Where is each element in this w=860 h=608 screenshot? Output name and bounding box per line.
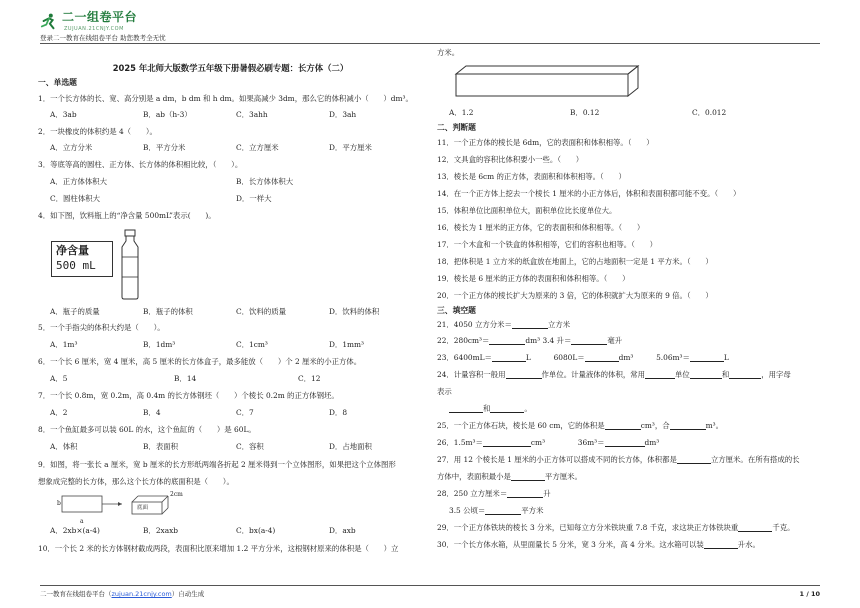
question-8: 8．一个鱼缸最多可以装 60L 的水，这个鱼缸的（ ）是 60L。 [38, 425, 256, 434]
steel-bar-figure [452, 62, 642, 100]
q28-text-b: 升 [543, 489, 551, 498]
q8-option-d: D．占地面积 [329, 442, 372, 451]
q24-text-f: 表示 [437, 387, 452, 396]
q24-text-d: 和 [721, 370, 730, 379]
q23-text-c: 6080L＝ [553, 353, 585, 362]
fig-label-a: a [80, 518, 84, 525]
q26-blank-2[interactable] [605, 439, 645, 447]
q2-option-b: B．平方分米 [143, 143, 186, 152]
question-22 [437, 336, 622, 345]
q3-option-a: A．正方体体积大 [50, 177, 108, 186]
q7-option-a: A．2 [50, 408, 68, 417]
section-single-choice: 一、单选题 [38, 78, 77, 87]
q4-option-a: A．瓶子的质量 [50, 307, 100, 316]
question-27-line2 [437, 472, 582, 481]
q2-option-d: D．平方厘米 [329, 143, 372, 152]
q22-text-c: 毫升 [607, 336, 623, 345]
q24-blank-6[interactable] [490, 405, 524, 413]
q6-option-a: A．5 [50, 374, 68, 383]
q23-text-a: 23．6400mL＝ [437, 353, 492, 362]
question-27-line1 [437, 455, 800, 464]
question-23 [437, 353, 729, 362]
q24-blank-1[interactable] [506, 371, 542, 379]
question-3: 3．等底等高的圆柱、正方体、长方体的体积相比较，（ ）。 [38, 160, 243, 169]
fig-label-bottom: 底面 [137, 505, 149, 511]
question-9-line1: 9．如图，将一张长 a 厘米，宽 b 厘米的长方形纸两端各折起 2 厘米得到一个立体图形，如果把这个立体图形 [38, 460, 396, 469]
question-14: 14．在一个正方体上挖去一个棱长 1 厘米的小正方体后，体积和表面积都可能不变。（ ） [437, 189, 741, 198]
q28-text-a: 28．250 立方厘米＝ [437, 489, 508, 498]
q24-blank-4[interactable] [729, 371, 761, 379]
q7-option-b: B．4 [143, 408, 161, 417]
q27-text-d: 平方厘米。 [544, 472, 582, 481]
q10-option-a: A．1.2 [449, 108, 474, 117]
question-9-line2: 想象成完整的长方体，那么这个长方体的底面积是（ ）。 [38, 477, 234, 486]
question-19: 19．棱长是 6 厘米的正方体的表面积和体积相等。（ ） [437, 274, 630, 283]
q26-text-a: 26．1.5m³＝ [437, 438, 483, 447]
q9-option-d: D．axb [329, 526, 356, 535]
section-fill: 三、填空题 [437, 306, 476, 315]
question-26 [437, 438, 659, 447]
q2-option-c: C．立方厘米 [236, 143, 279, 152]
runner-logo-icon [40, 12, 58, 30]
q9-option-b: B．2xaxb [143, 526, 178, 535]
q8-option-a: A．体积 [50, 442, 78, 451]
question-12: 12．文具盒的容积比体积要小一些。（ ） [437, 155, 584, 164]
question-1: 1．一个长方体的长、宽、高分别是 a dm，b dm 和 h dm。如果高减少 3dm，那么它的体积减小（ ）dm³。 [38, 94, 413, 103]
page-title: 2025 年北师大版数学五年级下册暑假必刷专题：长方体（二） [112, 63, 349, 73]
q28-blank-1[interactable] [507, 490, 543, 498]
q30-text-b: 升水。 [737, 540, 760, 549]
question-7: 7．一个长 0.8m，宽 0.2m，高 0.4m 的长方体钢坯（ ）个棱长 0.2m 的正方体钢坯。 [38, 391, 339, 400]
header-tagline: 登录二一教育在线组卷平台 助您教考全无忧 [40, 34, 166, 42]
q28-text-c: 3.5 公顷＝ [449, 506, 486, 515]
q23-blank-1[interactable] [492, 354, 526, 362]
bottle-label-box [51, 241, 113, 277]
q8-option-c: C．容积 [236, 442, 264, 451]
q26-blank-1[interactable] [483, 439, 531, 447]
question-28-line2 [449, 506, 543, 515]
q3-option-b: B．长方体体积大 [236, 177, 294, 186]
q5-option-b: B．1dm³ [143, 340, 176, 349]
q22-blank-2[interactable] [571, 337, 607, 345]
section-judge: 二、判断题 [437, 123, 476, 132]
q23-blank-2[interactable] [585, 354, 619, 362]
q24-text-h: 。 [524, 404, 532, 413]
fig-label-height: 2cm [170, 491, 183, 498]
q26-text-c: 36m³＝ [577, 438, 605, 447]
q24-text-b: 作单位。计量液体的体积，常用 [541, 370, 646, 379]
q21-blank[interactable] [512, 321, 548, 329]
q29-blank[interactable] [738, 524, 772, 532]
q23-blank-3[interactable] [690, 354, 724, 362]
q24-text-a: 24．计量容积一般用 [437, 370, 506, 379]
question-17: 17．一个木盒和一个铁盒的体积相等，它们的容积也相等。（ ） [437, 240, 658, 249]
q8-option-b: B．表面积 [143, 442, 178, 451]
q21-text: 21．4050 立方分米＝ [437, 320, 512, 329]
question-28-line1 [437, 489, 551, 498]
q1-option-b: B．ab（h-3） [143, 110, 192, 119]
question-20: 20．一个正方体的棱长扩大为原来的 3 倍，它的体积就扩大为原来的 9 倍。（ ） [437, 291, 713, 300]
fig-label-b: b [57, 500, 61, 507]
q28-text-d: 平方米 [521, 506, 544, 515]
q25-blank-2[interactable] [670, 422, 706, 430]
q4-option-b: B．瓶子的体积 [143, 307, 193, 316]
logo-text: 二一组卷平台 [62, 10, 138, 24]
q9-option-c: C．bx(a-4) [236, 526, 276, 535]
page-number: 1 / 10 [799, 590, 820, 598]
question-4: 4．如下图，饮料瓶上的“净含量 500mL”表示( )。 [38, 211, 216, 220]
question-10-continued: 方米。 [437, 48, 460, 57]
q7-option-d: D．8 [329, 408, 348, 417]
bottle-label-line1: 净含量 [56, 244, 89, 257]
q10-option-b: B．0.12 [570, 108, 600, 117]
q22-text-b: dm³ 3.4 升＝ [525, 336, 572, 345]
logo-subtext: ZUJUAN.21CNJY.COM [64, 26, 124, 32]
q5-option-c: C．1cm³ [236, 340, 268, 349]
q27-text-a: 27．用 12 个棱长是 1 厘米的小正方体可以搭成不同的长方体，体积都是 [437, 455, 677, 464]
question-24 [437, 370, 791, 379]
footer-source [40, 590, 204, 598]
q7-option-c: C．7 [236, 408, 254, 417]
q6-option-b: B．14 [174, 374, 197, 383]
site-logo [40, 8, 180, 34]
question-15: 15．体积单位比面积单位大，面积单位比长度单位大。 [437, 206, 617, 215]
q24-blank-3[interactable] [690, 371, 722, 379]
question-24-line3 [449, 404, 532, 413]
q25-text-a: 25．一个正方体石块，棱长是 60 cm，它的体积是 [437, 421, 605, 430]
bottle-label-line2: 500 mL [56, 259, 96, 272]
q10-option-c: C．0.012 [692, 108, 727, 117]
question-25 [437, 421, 723, 430]
folded-paper-figure [56, 492, 186, 518]
question-10: 10．一个长 2 米的长方体钢材截成两段，表面积比原来增加 1.2 平方分米，这根钢材原来的体积是（ ）立 [38, 544, 399, 553]
q1-option-a: A．3ab [50, 110, 77, 119]
q29-text-a: 29．一个正方体铁块的棱长 3 分米，已知每立方分米铁块重 7.8 千克，求这块正方体铁块重 [437, 523, 739, 532]
q3-option-c: C．圆柱体积大 [50, 194, 100, 203]
q26-text-b: cm³ [530, 438, 546, 447]
q30-text-a: 30．一个长方体水箱，从里面量长 5 分米，宽 3 分米，高 4 分米。这水箱可以装 [437, 540, 704, 549]
q23-text-d: dm³ [618, 353, 634, 362]
q27-text-b: 立方厘米。在所有搭成的长 [710, 455, 800, 464]
question-5: 5．一个手指尖的体积大约是（ ）。 [38, 323, 165, 332]
q1-option-d: D．3ah [329, 110, 357, 119]
question-2: 2．一块橡皮的体积约是 4（ ）。 [38, 127, 157, 136]
q22-blank-1[interactable] [489, 337, 525, 345]
question-11: 11．一个正方体的棱长是 6dm，它的表面积和体积相等。（ ） [437, 138, 654, 147]
bottle-icon [117, 229, 143, 301]
q25-text-c: m³。 [705, 421, 723, 430]
q5-option-a: A．1m³ [50, 340, 78, 349]
question-6: 6．一个长 6 厘米，宽 4 厘米，高 5 厘米的长方体盒子，最多能放（ ）个 2 厘米的小正方体。 [38, 357, 362, 366]
q23-text-e: 5.06m³＝ [656, 353, 690, 362]
q25-text-b: cm³，合 [640, 421, 670, 430]
q27-blank-1[interactable] [677, 456, 711, 464]
q29-text-b: 千克。 [772, 523, 795, 532]
q24-text-e: ，用字母 [761, 370, 791, 379]
q1-option-c: C．3ahh [236, 110, 268, 119]
question-13: 13．棱长是 6cm 的正方体，表面积和体积相等。（ ） [437, 172, 626, 181]
q30-blank[interactable] [704, 541, 738, 549]
header-divider [40, 43, 820, 44]
q3-option-d: D．一样大 [236, 194, 272, 203]
q27-text-c: 方体中，表面积最小是 [437, 472, 511, 481]
q4-option-d: D．饮料的体积 [329, 307, 380, 316]
question-21 [437, 320, 570, 329]
q4-option-c: C．饮料的质量 [236, 307, 286, 316]
question-18: 18．把体积是 1 立方米的纸盒放在地面上，它的占地面积一定是 1 平方米。（ ） [437, 257, 713, 266]
q22-text-a: 22．280cm³＝ [437, 336, 490, 345]
q24-text-g: 和 [483, 404, 491, 413]
question-29 [437, 523, 795, 532]
q27-blank-2[interactable] [511, 473, 545, 481]
footer-divider [40, 585, 820, 586]
q5-option-d: D．1mm³ [329, 340, 364, 349]
q23-text-f: L [723, 353, 729, 362]
q24-blank-5[interactable] [449, 405, 483, 413]
q24-text-c: 单位 [675, 370, 690, 379]
footer-link[interactable]: zujuan.21cnjy.com [111, 590, 172, 598]
q6-option-c: C．12 [298, 374, 321, 383]
q25-blank-1[interactable] [605, 422, 641, 430]
q24-blank-2[interactable] [645, 371, 675, 379]
footer-suffix: ）自动生成 [171, 590, 205, 598]
q26-text-d: dm³ [644, 438, 660, 447]
q28-blank-2[interactable] [485, 507, 521, 515]
q21-unit: 立方米 [547, 320, 571, 329]
question-16: 16．棱长为 1 厘米的正方体，它的表面积和体积相等。（ ） [437, 223, 645, 232]
q23-text-b: L [525, 353, 531, 362]
footer-prefix: 二一教育在线组卷平台（ [40, 590, 112, 598]
q2-option-a: A．立方分米 [50, 143, 93, 152]
question-30 [437, 540, 760, 549]
q9-option-a: A．2xb×(a-4) [50, 526, 100, 535]
